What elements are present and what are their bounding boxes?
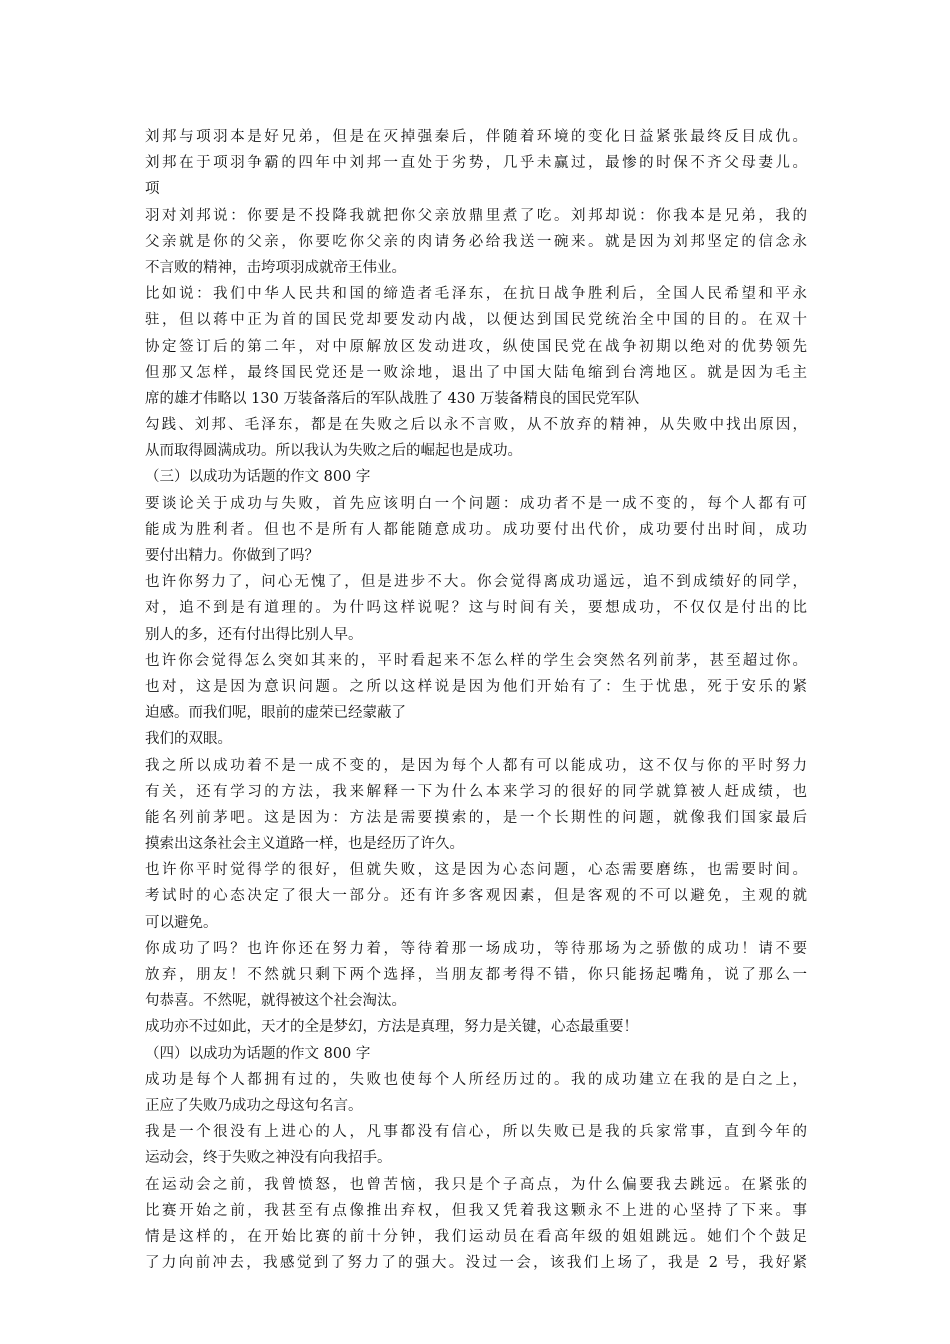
text-line: 能成为胜利者。但也不是所有人都能随意成功。成功要付出代价，成功要付出时间，成功: [145, 521, 807, 538]
text-line: 我之所以成功着不是一成不变的，是因为每个人都有可以能成功，这不仅与你的平时努力: [145, 757, 807, 774]
text-line: （三）以成功为话题的作文 800 字: [145, 469, 371, 486]
document-body: [145, 124, 807, 1276]
text-line: 能名列前茅吧。这是因为：方法是需要摸索的，是一个长期性的问题，就像我们国家最后: [145, 809, 807, 826]
text-line: 从而取得圆满成功。所以我认为失败之后的崛起也是成功。: [145, 443, 522, 460]
text-line: 也许你会觉得怎么突如其来的，平时看起来不怎么样的学生会突然名列前茅，甚至超过你。: [145, 652, 807, 669]
text-line: （四）以成功为话题的作文 800 字: [145, 1045, 371, 1062]
text-line: 正应了失败乃成功之母这句名言。: [145, 1097, 363, 1114]
text-line: 我们的双眼。: [145, 731, 232, 748]
text-line: 句恭喜。不然呢，就得被这个社会淘汰。: [145, 993, 406, 1010]
text-line: 对，追不到是有道理的。为什吗这样说呢？这与时间有关，要想成功，不仅仅是付出的比: [145, 600, 807, 617]
text-line: 比如说：我们中华人民共和国的缔造者毛泽东，在抗日战争胜利后，全国人民希望和平永: [145, 286, 807, 303]
text-line: 比赛开始之前，我甚至有点像推出弃权，但我又凭着我这颗永不上进的心坚持了下来。事: [145, 1202, 807, 1219]
text-line: 勾践、刘邦、毛泽东，都是在失败之后以永不言败，从不放弃的精神，从失败中找出原因，: [145, 417, 807, 434]
text-line: 我是一个很没有上进心的人，凡事都没有信心，所以失败已是我的兵家常事，直到今年的: [145, 1124, 807, 1141]
text-line: 情是这样的，在开始比赛的前十分钟，我们运动员在看高年级的姐姐跳远。她们个个鼓足: [145, 1228, 807, 1245]
text-line: 有关，还有学习的方法，我来解释一下为什么本来学习的很好的同学就算被人赶成绩，也: [145, 783, 807, 800]
text-line: 也许你平时觉得学的很好，但就失败，这是因为心态问题，心态需要磨练，也需要时间。: [145, 862, 807, 879]
text-line: 了力向前冲去，我感觉到了努力了的强大。没过一会，该我们上场了，我是 2 号，我好紧: [145, 1255, 807, 1272]
text-line: 刘邦与项羽本是好兄弟，但是在灭掉强秦后，伴随着环境的变化日益紧张最终反目成仇。: [145, 129, 807, 145]
text-line: 协定签订后的第二年，对中原解放区发动进攻，纵使国民党在战争初期以绝对的优势领先: [145, 338, 807, 355]
text-line: 也对，这是因为意识问题。之所以这样说是因为他们开始有了：生于忧患，死于安乐的紧: [145, 678, 807, 695]
text-line: 要谈论关于成功与失败，首先应该明白一个问题：成功者不是一成不变的，每个人都有可: [145, 495, 807, 512]
text-line: 驻，但以蒋中正为首的国民党却要发动内战，以便达到国民党统治全中国的目的。在双十: [145, 312, 807, 329]
text-line: 放弃，朋友！不然就只剩下两个选择，当朋友都考得不错，你只能扬起嘴角，说了那么一: [145, 967, 807, 983]
text-line: 在运动会之前，我曾愤怒，也曾苦恼，我只是个子高点，为什么偏要我去跳远。在紧张的: [145, 1176, 807, 1193]
text-line: 项: [145, 181, 160, 198]
text-line: 你成功了吗？也许你还在努力着，等待着那一场成功，等待那场为之骄傲的成功！请不要: [145, 940, 807, 957]
text-line: 成功是每个人都拥有过的，失败也使每个人所经历过的。我的成功建立在我的是白之上，: [145, 1071, 807, 1088]
text-line: 考试时的心态决定了很大一部分。还有许多客观因素，但是客观的不可以避免，主观的就: [145, 888, 807, 905]
text-line: 要付出精力。你做到了吗？: [145, 548, 319, 564]
text-line: 别人的多，还有付出得比别人早。: [145, 626, 363, 643]
text-line: 运动会，终于失败之神没有向我招手。: [145, 1150, 392, 1167]
text-line: 也许你努力了，问心无愧了，但是进步不大。你会觉得离成功遥远，追不到成绩好的同学，: [145, 574, 807, 591]
text-line: 父亲就是你的父亲，你要吃你父亲的肉请务必给我送一碗来。就是因为刘邦坚定的信念永: [145, 233, 807, 250]
text-line: 摸索出这条社会主义道路一样，也是经历了许久。: [145, 836, 464, 853]
text-line: 不言败的精神，击垮项羽成就帝王伟业。: [145, 259, 406, 276]
text-line: 迫感。而我们呢，眼前的虚荣已经蒙蔽了: [145, 705, 406, 722]
text-line: 可以避免。: [145, 914, 218, 931]
text-line: 刘邦在于项羽争霸的四年中刘邦一直处于劣势，几乎未赢过，最惨的时保不齐父母妻儿。: [145, 155, 807, 172]
text-line: 羽对刘邦说：你要是不投降我就把你父亲放鼎里煮了吃。刘邦却说：你我本是兄弟，我的: [145, 207, 807, 224]
text-line: 但那又怎样，最终国民党还是一败涂地，退出了中国大陆龟缩到台湾地区。就是因为毛主: [145, 364, 807, 381]
text-line: 席的雄才伟略以 130 万装备落后的军队战胜了 430 万装备精良的国民党军队: [145, 390, 640, 407]
text-line: 成功亦不过如此，天才的全是梦幻，方法是真理，努力是关键，心态最重要！: [145, 1019, 638, 1036]
